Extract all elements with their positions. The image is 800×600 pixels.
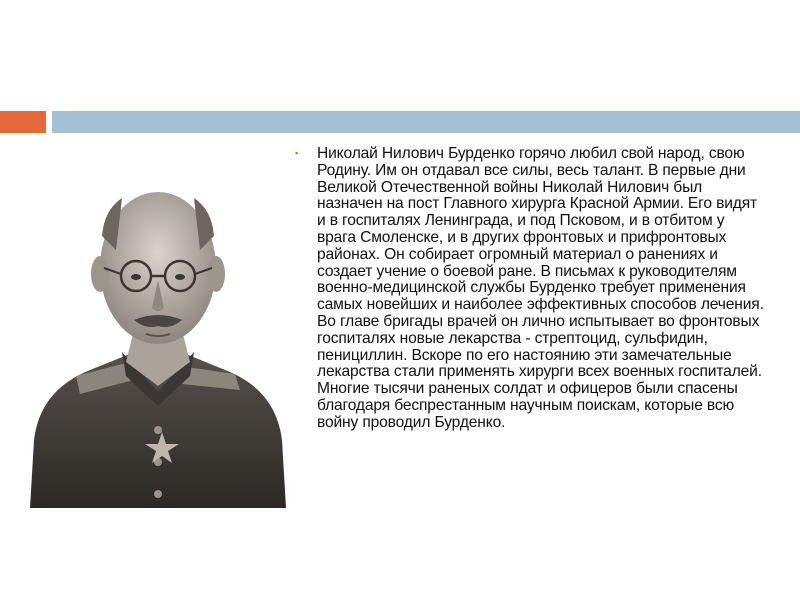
portrait-image [30,140,286,508]
body-text [295,146,765,432]
title-bar [52,111,800,133]
small-square-bullet-icon: ▪ [295,148,299,158]
paragraph-1: Николай Нилович Бурденко горячо любил свой народ, свою Родину. Им он отдавал все силы, весь талант. В первые дни Великой Отечественной войны Николай Нилович был назначен на пост Главного хирурга Красной Армии. Его видят и в госпиталях Ленинграда, и под Псковом, и в отбитом у врага Смоленске, и в других фронтовых и прифронтовых районах. Он собирает огромный материал о ранениях и создает учение о боевой ране. В письмах к руководителям военно-медицинской службы Бурденко требует применения самых новейших и наиболее эффективных способов лечения. [317,145,764,314]
accent-bar-orange [0,111,46,133]
portrait-engraving-icon [30,140,286,508]
paragraph-2: Во главе бригады врачей он лично испытывает во фронтовых госпиталях новые лекарства - стрептоцид, сульфидин, пенициллин. Вскоре по его настоянию эти замечательные лекарства стали применять хирурги всех военных госпиталей. Многие тысячи раненых солдат и офицеров были спасены благодаря беспрестанным научным поискам, которые всю войну проводил Бурденко. [317,312,762,431]
